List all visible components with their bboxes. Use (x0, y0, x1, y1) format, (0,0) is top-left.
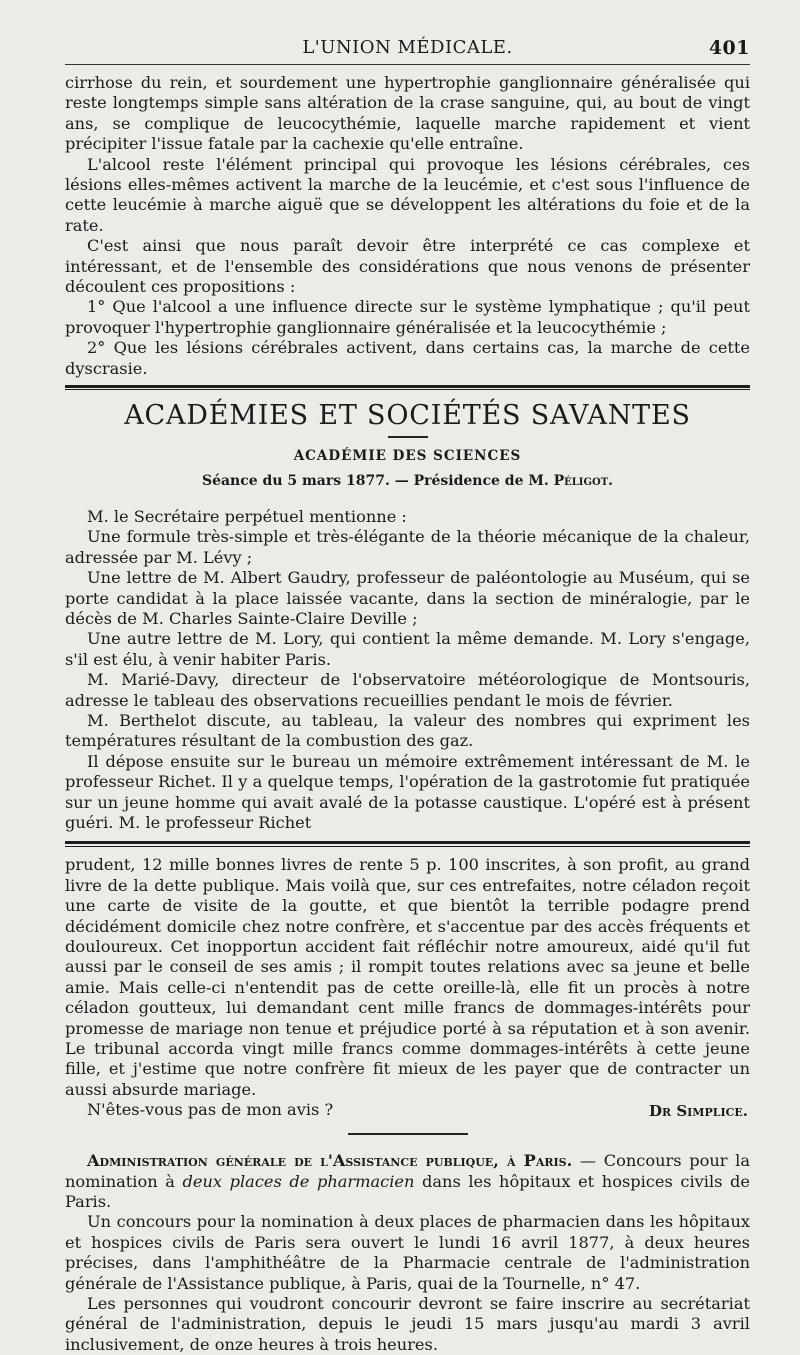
paragraph: cirrhose du rein, et sourdement une hypertrophie ganglionnaire généralisée qui reste longtemps simple sans altération de la crase sanguine, qui, au bout de vingt ans, se complique de leucocythémie, laquelle marche rapidement et vient précipiter l'issue fatale par la cachexie qu'elle entraîne. (65, 73, 750, 154)
running-title: L'UNION MÉDICALE. (302, 37, 513, 58)
section-title: ACADÉMIES ET SOCIÉTÉS SAVANTES (124, 400, 691, 432)
notice-heading (65, 1151, 750, 1212)
notice-heading-title: Administration générale de l'Assistance publique, à Paris. (87, 1151, 573, 1171)
title-divider (388, 436, 428, 438)
paragraph: M. Marié-Davy, directeur de l'observatoire météorologique de Montsouris, adresse le tableau des observations recueillies pendant le mois de février. (65, 670, 750, 710)
seance-text: Séance du 5 mars 1877. — Présidence de M. (201, 472, 549, 489)
paragraph: M. le Secrétaire perpétuel mentionne : (87, 506, 407, 526)
president-name: Péligot. (553, 472, 614, 489)
notice-heading-italic: deux places de pharmacien (182, 1171, 415, 1191)
paragraph: prudent, 12 mille bonnes livres de rente 5 p. 100 inscrites, à son profit, au grand livre de la dette publique. Mais voilà que, sur ces entrefaites, notre céladon reçoit une carte de visite de la goutte, et que bientôt la terrible podagre prend décidément domicile chez notre confrère, et s'accentue par des accès fréquents et douloureux. Cet inopportun accident fait réfléchir notre amoureux, aidé qu'il fut aussi par le conseil de ses amis ; il rompit toutes relations avec sa jeune et belle amie. Mais celle-ci n'entendit pas de cette oreille-là, elle fit un procès à notre céladon goutteux, lui demandant cent mille francs de dommages-intérêts pour promesse de mariage non tenue et préjudice porté à sa réputation et à son avenir. Le tribunal accorda vingt mille francs comme dommages-intérêts à cette jeune fille, et j'estime que notre confrère fit mieux de les payer que de contracter un aussi absurde mariage. (65, 855, 750, 1099)
feuilleton (65, 855, 750, 1121)
paragraph: Il dépose ensuite sur le bureau un mémoire extrêmement intéressant de M. le professeur Richet. Il y a quelque temps, l'opération de la gastrotomie fut pratiquée sur un jeune homme qui avait avalé de la potasse caustique. L'opéré est à présent guéri. M. le professeur Richet (65, 751, 750, 832)
notice-heading-end: dans les hôpitaux et hospices civils de Paris. (65, 1171, 750, 1211)
paragraph: Un concours pour la nomination à deux places de pharmacien dans les hôpitaux et hospices civils de Paris sera ouvert le lundi 16 avril 1877, à deux heures précises, dans l'amphithéâtre de la Pharmacie centrale de l'administration générale de l'Assistance publique, à Paris, quai de la Tournelle, n° 47. (65, 1212, 750, 1293)
paragraph: Les personnes qui voudront concourir devront se faire inscrire au secrétariat général de l'administration, depuis le jeudi 15 mars jusqu'au mardi 3 avril inclusivement, de onze heures à trois heures. (65, 1293, 750, 1354)
paragraph: M. Berthelot discute, au tableau, la valeur des nombres qui expriment les températures résultant de la combustion des gaz. (65, 710, 750, 751)
proposition-2: 2° Que les lésions cérébrales activent, dans certains cas, la marche de cette dyscrasie. (65, 338, 750, 378)
seance-report (65, 507, 750, 834)
assistance-notice (65, 1151, 750, 1355)
paragraph: Une formule très-simple et très-élégante de la théorie mécanique de la chaleur, adressée par M. Lévy ; (65, 527, 750, 567)
article-conclusion (65, 73, 750, 379)
paragraph: Une autre lettre de M. Lory, qui contient la même demande. M. Lory s'engage, s'il est élu, à venir habiter Paris. (65, 629, 750, 669)
paragraph: C'est ainsi que nous paraît devoir être interprété ce cas complexe et intéressant, et de l'ensemble des considérations que nous venons de présenter découlent ces propositions : (65, 236, 750, 297)
section-rule (65, 389, 750, 390)
proposition-1: 1° Que l'alcool a une influence directe sur le système lymphatique ; qu'il peut provoquer l'hypertrophie ganglionnaire généralisée et la leucocythémie ; (65, 297, 750, 337)
seance-line (65, 471, 750, 491)
section-rule (65, 385, 750, 388)
signature: Dr Simplice. (648, 1101, 748, 1120)
feuilleton-separator (65, 841, 750, 847)
paragraph: N'êtes-vous pas de mon avis ? (87, 1100, 334, 1120)
notice-divider (348, 1133, 468, 1135)
running-head (65, 38, 750, 65)
page-number: 401 (708, 37, 750, 59)
paragraph: Une lettre de M. Albert Gaudry, professeur de paléontologie au Muséum, qui se porte candidat à la place laissée vacante, dans la section de minéralogie, par le décès de M. Charles Sainte-Claire Deville ; (65, 568, 750, 628)
notice-heading-rest: — Concours pour la nomination à (65, 1151, 750, 1191)
paragraph: L'alcool reste l'élément principal qui provoque les lésions cérébrales, ces lésions elles-mêmes activent la marche de la leucémie, et c'est sous l'influence de cette leucémie à marche aiguë que se développent les altérations du foie et de la rate. (65, 154, 750, 235)
academy-heading: ACADÉMIE DES SCIENCES (293, 448, 522, 465)
